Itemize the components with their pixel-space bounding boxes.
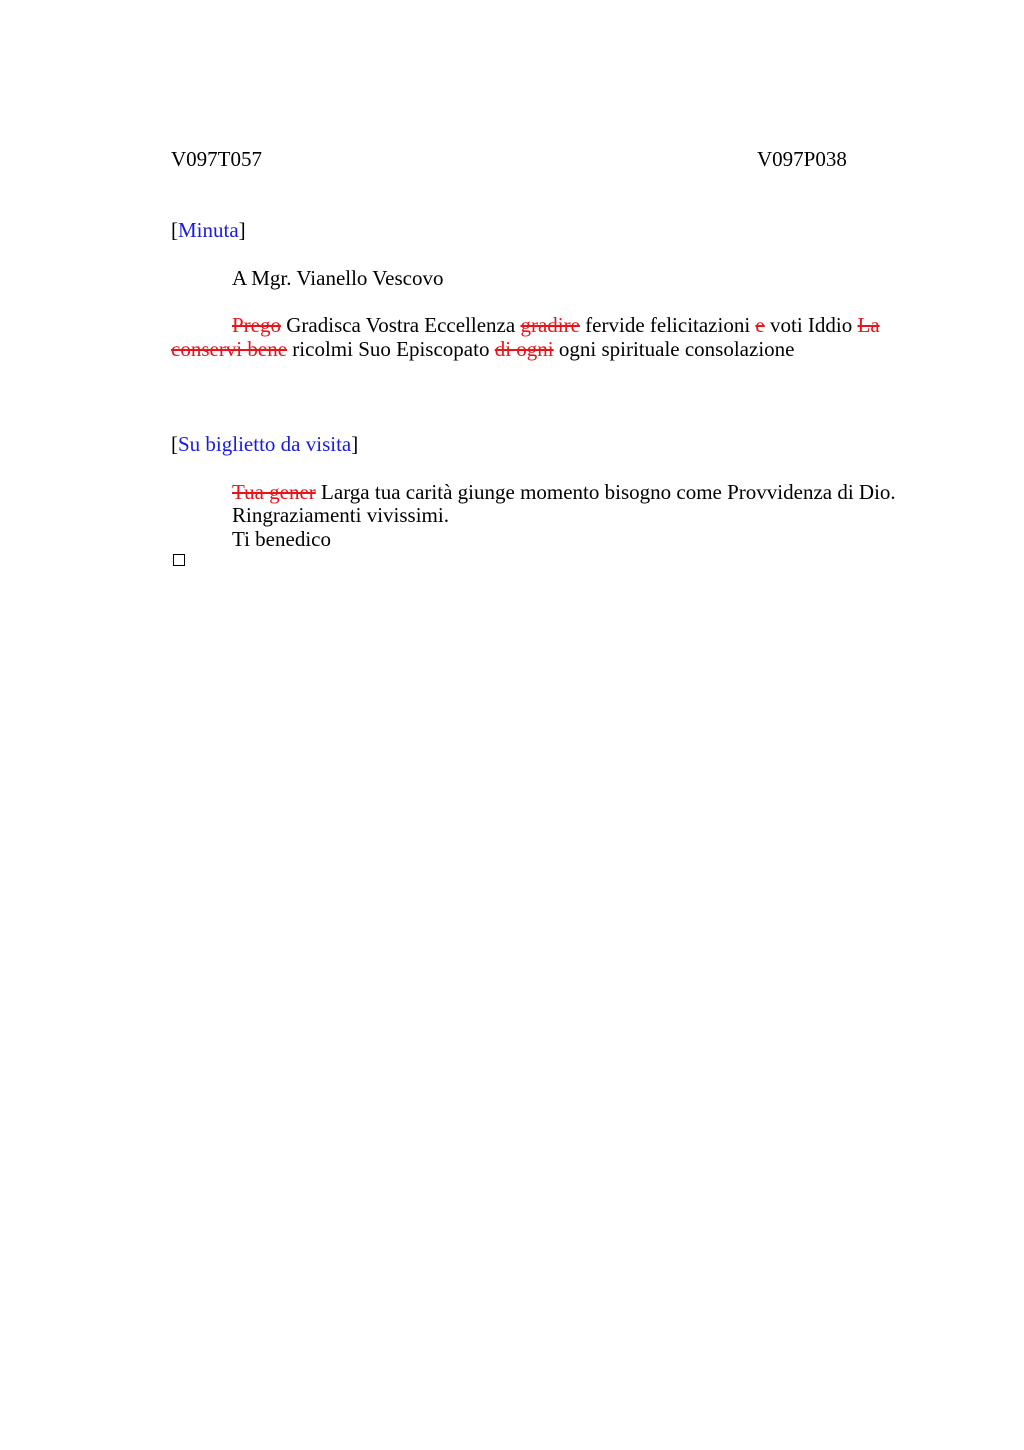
body-text: ogni spirituale consolazione [553, 337, 795, 361]
paragraph-line-1 [232, 313, 880, 337]
bracket-close: ] [238, 218, 246, 242]
bracket-open: [ [171, 432, 178, 456]
body-text: Gradisca Vostra Eccellenza [281, 313, 521, 337]
empty-box-icon [173, 554, 185, 566]
deleted-text: Prego [232, 313, 281, 337]
card-line-3: Ti benedico [232, 527, 331, 551]
deleted-text: conservi bene [171, 337, 288, 361]
section-heading-biglietto [171, 432, 358, 456]
addressee-line: A Mgr. Vianello Vescovo [232, 266, 444, 290]
document-code-left: V097T057 [171, 147, 262, 171]
section-heading-minuta [171, 218, 246, 242]
deleted-text: Tua gener [232, 480, 316, 504]
editorial-label: Su biglietto da visita [178, 432, 352, 456]
document-code-right: V097P038 [757, 147, 847, 171]
editorial-label: Minuta [178, 218, 239, 242]
bracket-close: ] [351, 432, 359, 456]
body-text: ricolmi Suo Episcopato [287, 337, 495, 361]
deleted-text: gradire [520, 313, 580, 337]
bracket-open: [ [171, 218, 178, 242]
body-text: Larga tua carità giunge momento bisogno come Provvidenza di Dio. [315, 480, 896, 504]
deleted-text: e [755, 313, 765, 337]
card-line-1 [232, 480, 896, 504]
body-text: fervide felicitazioni [579, 313, 756, 337]
paragraph-line-2 [171, 337, 794, 361]
body-text: voti Iddio [764, 313, 858, 337]
deleted-text: La [857, 313, 880, 337]
card-line-2: Ringraziamenti vivissimi. [232, 503, 449, 527]
deleted-text: di ogni [494, 337, 554, 361]
